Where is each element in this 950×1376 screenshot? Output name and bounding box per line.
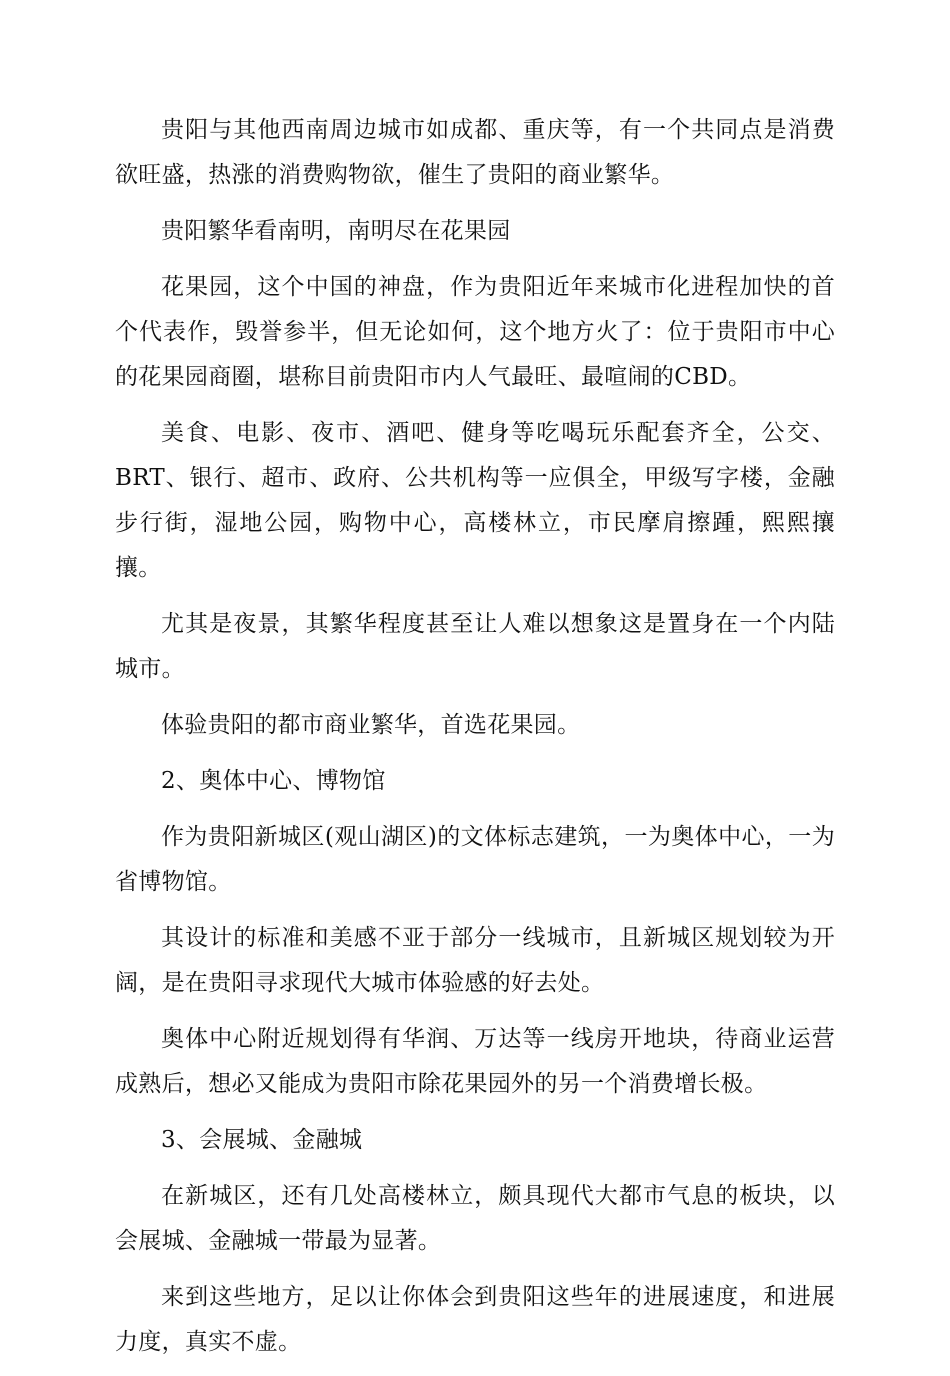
paragraph-new-district: 作为贵阳新城区(观山湖区)的文体标志建筑，一为奥体中心，一为省博物馆。 — [115, 824, 835, 895]
paragraph-growth-pole: 奥体中心附近规划得有华润、万达等一线房开地块，待商业运营成熟后，想必又能成为贵阳市除花果园外的另一个消费增长极。 — [115, 1026, 835, 1097]
paragraph-design: 其设计的标准和美感不亚于部分一线城市，且新城区规划较为开阔，是在贵阳寻求现代大城市体验感的好去处。 — [115, 925, 835, 996]
paragraph-high-rises: 在新城区，还有几处高楼林立，颇具现代大都市气息的板块，以会展城、金融城一带最为显著。 — [115, 1183, 835, 1254]
paragraph-experience: 体验贵阳的都市商业繁华，首选花果园。 — [161, 712, 581, 738]
document-body — [115, 108, 835, 1376]
paragraph-nanming-heading: 贵阳繁华看南明，南明尽在花果园 — [161, 218, 511, 244]
section-heading-olympic-center: 2、奥体中心、博物馆 — [161, 768, 386, 794]
paragraph-huaguoyuan: 花果园，这个中国的神盘，作为贵阳近年来城市化进程加快的首个代表作，毁誉参半，但无论如何，这个地方火了：位于贵阳市中心的花果园商圈，堪称目前贵阳市内人气最旺、最喧闹的CBD。 — [115, 274, 835, 390]
section-heading-exhibition-city: 3、会展城、金融城 — [161, 1127, 363, 1153]
paragraph-consumption: 贵阳与其他西南周边城市如成都、重庆等，有一个共同点是消费欲旺盛，热涨的消费购物欲，催生了贵阳的商业繁华。 — [115, 117, 835, 188]
paragraph-amenities: 美食、电影、夜市、酒吧、健身等吃喝玩乐配套齐全，公交、BRT、银行、超市、政府、公共机构等一应俱全，甲级写字楼，金融步行街，湿地公园，购物中心，高楼林立，市民摩肩擦踵，熙熙攘攘。 — [115, 420, 835, 581]
paragraph-night-view: 尤其是夜景，其繁华程度甚至让人难以想象这是置身在一个内陆城市。 — [115, 611, 835, 682]
paragraph-development: 来到这些地方，足以让你体会到贵阳这些年的进展速度，和进展力度，真实不虚。 — [115, 1284, 835, 1355]
